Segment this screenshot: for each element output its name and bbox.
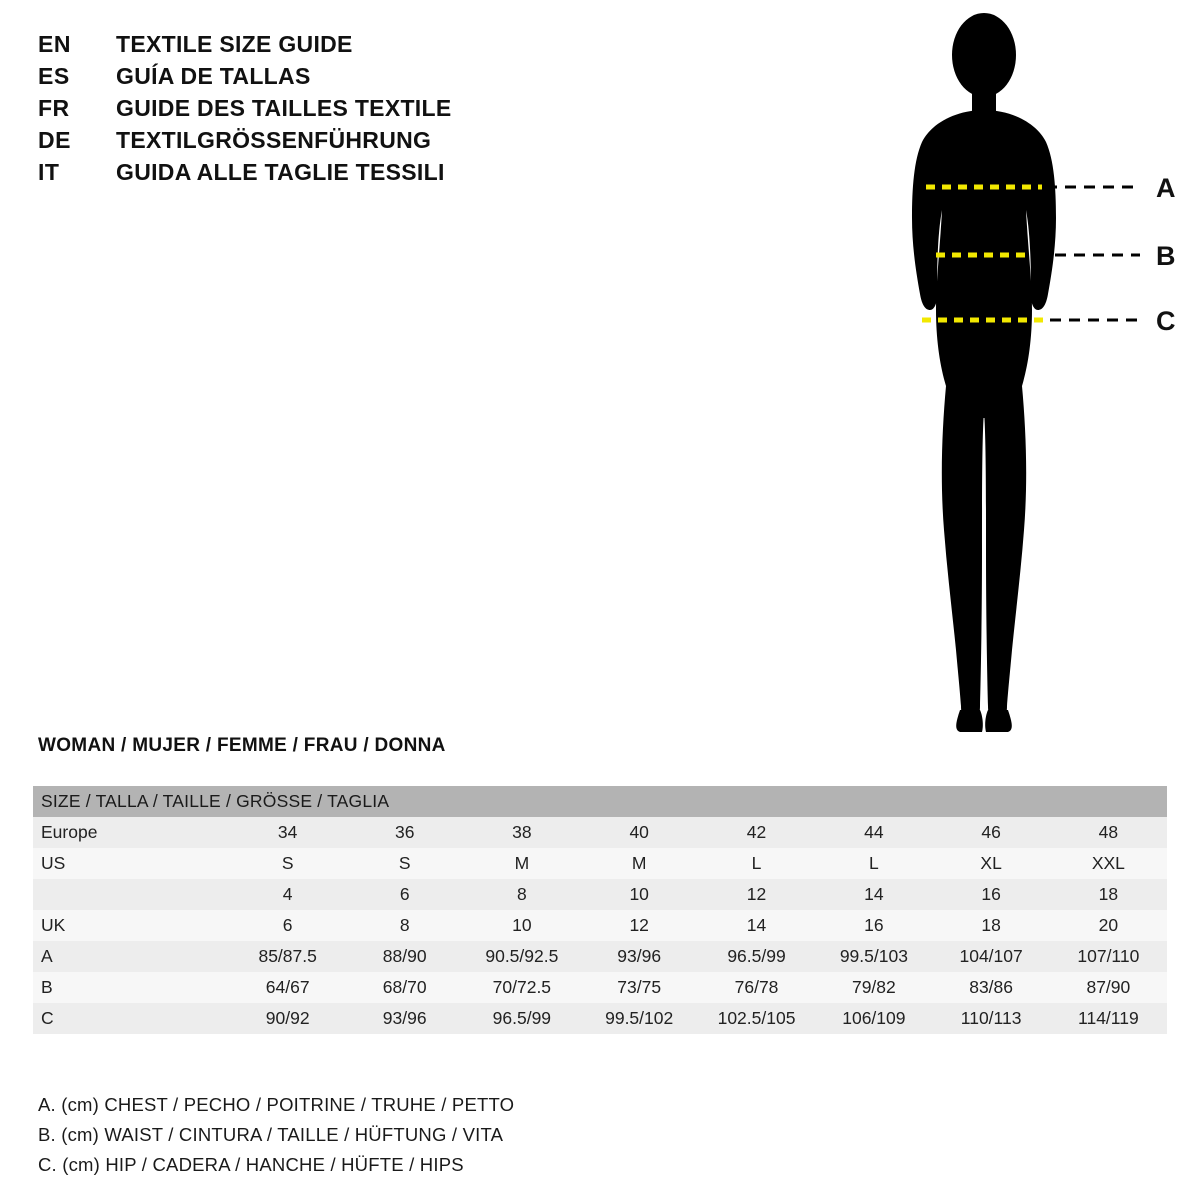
table-cell: 4: [282, 884, 293, 904]
title-lang-code: EN: [38, 31, 71, 57]
title-text: GUIDE DES TAILLES TEXTILE: [116, 95, 452, 121]
table-cell: 93/96: [382, 1008, 427, 1028]
table-cell: M: [631, 853, 647, 873]
title-text: GUÍA DE TALLAS: [116, 63, 311, 89]
table-cell: 96.5/99: [727, 946, 786, 966]
table-cell: XL: [980, 853, 1002, 873]
row-label: Europe: [41, 822, 98, 842]
table-cell: 40: [629, 822, 649, 842]
table-cell: 14: [864, 884, 884, 904]
table-row: [33, 1003, 1167, 1034]
table-cell: 12: [629, 915, 649, 935]
title-lang-code: FR: [38, 95, 70, 121]
table-cell: 10: [629, 884, 649, 904]
table-cell: 88/90: [382, 946, 427, 966]
table-cell: 64/67: [265, 977, 310, 997]
table-cell: 20: [1098, 915, 1119, 935]
table-cell: 99.5/103: [839, 946, 908, 966]
table-cell: XXL: [1091, 853, 1125, 873]
measurement-legend: [38, 1090, 738, 1180]
table-row: [33, 848, 1167, 879]
female-silhouette-icon: [912, 13, 1056, 732]
title-block: [38, 28, 598, 188]
table-cell: 99.5/102: [605, 1008, 674, 1028]
table-cell: 44: [864, 822, 884, 842]
table-cell: 96.5/99: [492, 1008, 552, 1028]
row-label: UK: [41, 915, 66, 935]
table-cell: 12: [746, 884, 767, 904]
row-label: C: [41, 1008, 54, 1028]
table-cell: 87/90: [1086, 977, 1131, 997]
table-header-label: SIZE / TALLA / TAILLE / GRÖSSE / TAGLIA: [41, 791, 390, 811]
legend-item-waist: B. (cm) WAIST / CINTURA / TAILLE / HÜFTUNG / VITA: [38, 1124, 504, 1145]
table-cell: 114/119: [1078, 1008, 1139, 1028]
table-cell: 6: [282, 915, 293, 935]
row-label: B: [41, 977, 53, 997]
row-label: A: [41, 946, 53, 966]
marker-label-c: C: [1156, 306, 1176, 336]
body-measurement-figure: [860, 10, 1190, 740]
table-cell: M: [514, 853, 530, 873]
table-row: [33, 972, 1167, 1003]
title-text: GUIDA ALLE TAGLIE TESSILI: [116, 159, 445, 185]
table-cell: 76/78: [734, 977, 779, 997]
table-cell: 18: [981, 915, 1001, 935]
table-cell: 8: [399, 915, 410, 935]
table-cell: L: [751, 853, 762, 873]
size-table: [33, 786, 1167, 1034]
table-cell: 6: [399, 884, 410, 904]
row-label: US: [41, 853, 66, 873]
table-cell: 90/92: [265, 1008, 310, 1028]
marker-label-b: B: [1156, 241, 1176, 271]
table-row: [33, 879, 1167, 910]
table-cell: 38: [512, 822, 532, 842]
table-cell: 10: [512, 915, 532, 935]
title-text: TEXTILE SIZE GUIDE: [116, 31, 353, 57]
table-cell: 83/86: [969, 977, 1014, 997]
title-row: [38, 124, 598, 156]
title-lang-code: IT: [38, 159, 60, 185]
table-cell: 85/87.5: [258, 946, 317, 966]
table-cell: 106/109: [842, 1008, 906, 1028]
table-cell: 107/110: [1077, 946, 1140, 966]
table-cell: 42: [746, 822, 767, 842]
section-caption: WOMAN / MUJER / FEMME / FRAU / DONNA: [38, 735, 446, 756]
title-row: [38, 156, 598, 188]
table-row: [33, 817, 1167, 848]
table-cell: 73/75: [617, 977, 662, 997]
title-lang-code: DE: [38, 127, 71, 153]
table-cell: 14: [746, 915, 767, 935]
table-row: [33, 910, 1167, 941]
table-cell: 34: [277, 822, 298, 842]
table-cell: 102.5/105: [717, 1008, 796, 1028]
table-cell: 110/113: [960, 1008, 1022, 1028]
title-row: [38, 92, 598, 124]
table-cell: 48: [1098, 822, 1119, 842]
table-cell: 90.5/92.5: [485, 946, 559, 966]
table-cell: 68/70: [382, 977, 427, 997]
title-row: [38, 28, 598, 60]
table-cell: 70/72.5: [492, 977, 552, 997]
table-cell: S: [398, 853, 411, 873]
table-cell: 104/107: [959, 946, 1023, 966]
table-cell: 16: [981, 884, 1001, 904]
table-header-row: [33, 786, 1167, 817]
legend-item-chest: A. (cm) CHEST / PECHO / POITRINE / TRUHE / PETTO: [38, 1094, 515, 1115]
legend-item-hip: C. (cm) HIP / CADERA / HANCHE / HÜFTE / HIPS: [38, 1154, 464, 1175]
table-cell: 93/96: [617, 946, 662, 966]
table-cell: S: [281, 853, 294, 873]
title-row: [38, 60, 598, 92]
title-lang-code: ES: [38, 63, 70, 89]
table-cell: 46: [981, 822, 1001, 842]
table-cell: 79/82: [851, 977, 896, 997]
table-cell: 36: [394, 822, 415, 842]
title-text: TEXTILGRÖSSENFÜHRUNG: [116, 127, 432, 153]
table-cell: L: [869, 853, 879, 873]
table-cell: 8: [516, 884, 527, 904]
table-cell: 16: [864, 915, 884, 935]
marker-label-a: A: [1156, 173, 1176, 203]
table-cell: 18: [1098, 884, 1119, 904]
table-row: [33, 941, 1167, 972]
row-label: [33, 879, 229, 910]
